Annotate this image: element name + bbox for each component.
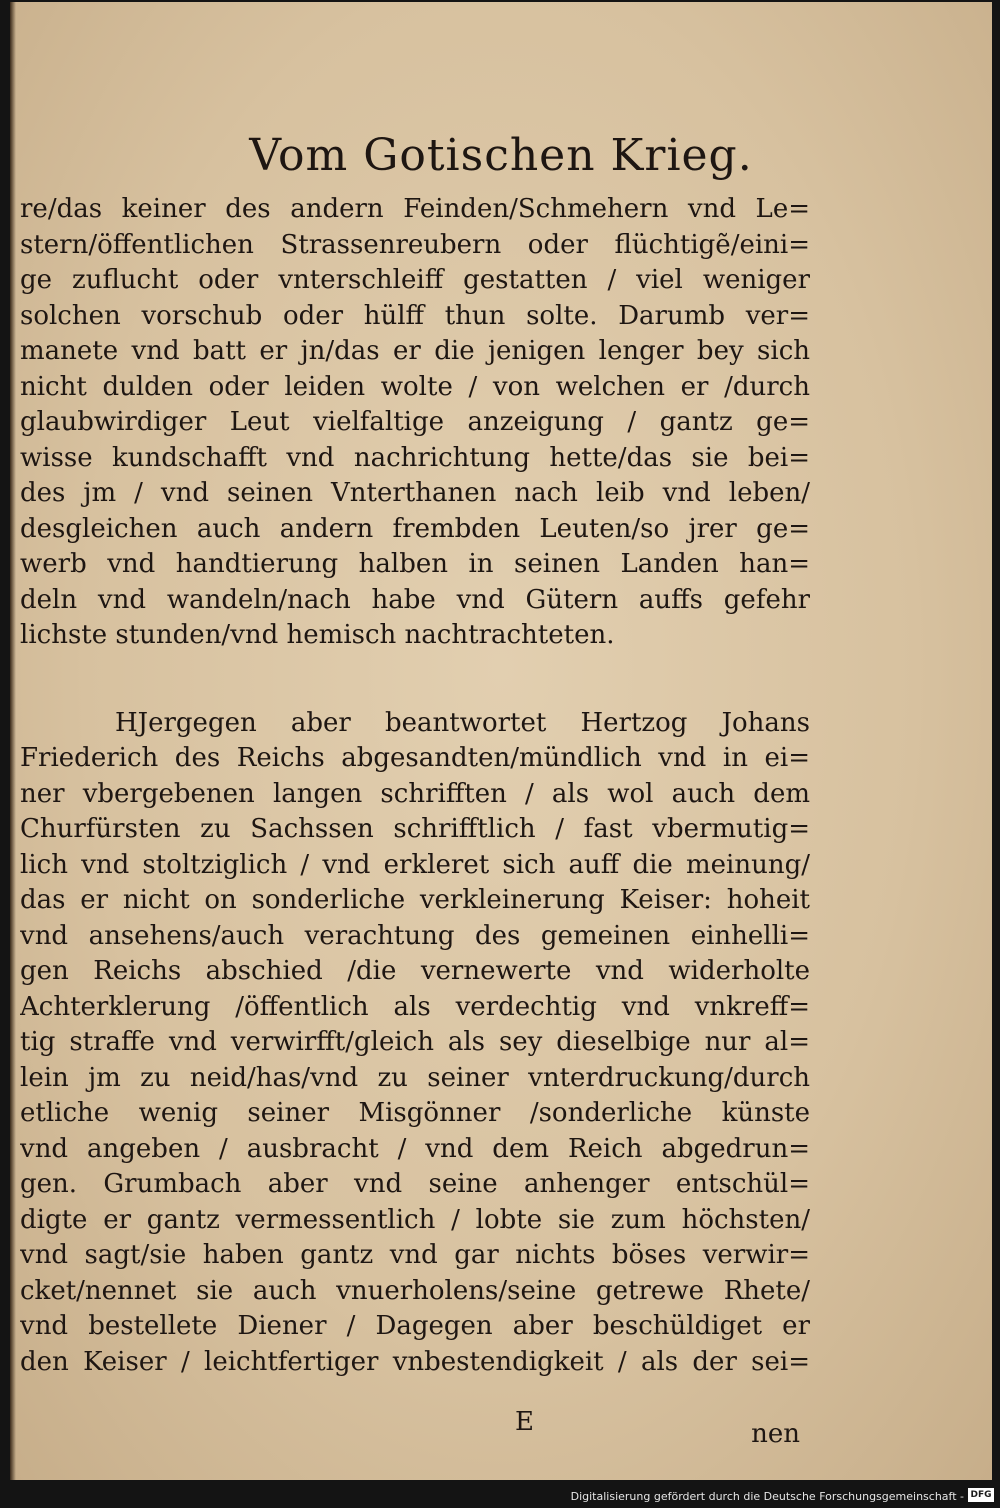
text-line: lich vnd stoltziglich / vnd erkleret sich auff die meinung/ (20, 849, 810, 880)
text-line: Achterklerung /öffentlich als verdechtig vnd vnkreff= (20, 991, 810, 1022)
text-line: ner vbergebenen langen schrifften / als wol auch dem (20, 778, 810, 809)
text-line: lein jm zu neid/has/vnd zu seiner vnterdruckung/durch (20, 1062, 810, 1093)
text-line: gen Reichs abschied /die vernewerte vnd widerholte (20, 956, 810, 986)
catchword: nen (751, 1419, 800, 1449)
text-line: des jm / vnd seinen Vnterthanen nach leib vnd leben/ (20, 478, 810, 508)
page-gutter-shadow (10, 2, 16, 1480)
signature-mark: E (515, 1407, 534, 1437)
text-line: re/das keiner des andern Feinden/Schmehern vnd Le= (20, 194, 810, 224)
text-line: vnd sagt/sie haben gantz vnd gar nichts böses verwir= (20, 1240, 810, 1270)
text-line: nicht dulden oder leiden wolte / von welchen er /durch (20, 371, 810, 402)
running-head: Vom Gotischen Krieg. (249, 130, 753, 181)
text-line: stern/öffentlichen Strassenreubern oder flüchtigẽ/eini= (20, 229, 810, 260)
text-line: cket/nennet sie auch vnuerholens/seine getrewe Rhete/ (20, 1275, 810, 1306)
text-line: das er nicht on sonderliche verkleinerung Keiser: hoheit (20, 885, 810, 915)
funding-credit: Digitalisierung gefördert durch die Deutsche Forschungsgemeinschaft - (570, 1490, 964, 1503)
body-text (20, 192, 810, 1380)
text-line: manete vnd batt er jn/das er die jenigen lenger bey sich (20, 336, 810, 366)
text-line: deln vnd wandeln/nach habe vnd Gütern auffs gefehr (20, 584, 810, 615)
text-line: digte er gantz vermessentlich / lobte sie zum höchsten/ (20, 1204, 810, 1235)
text-line: solchen vorschub oder hülff thun solte. Darumb ver= (20, 300, 810, 331)
text-line: wisse kundschafft vnd nachrichtung hette/das sie bei= (20, 442, 810, 473)
dfg-logo-icon: DFG (968, 1488, 994, 1502)
text-line: vnd angeben / ausbracht / vnd dem Reich abgedrun= (20, 1133, 810, 1164)
book-page (10, 2, 992, 1480)
page-foot (20, 1407, 810, 1449)
digitization-footer (0, 1480, 1000, 1508)
text-line: lichste stunden/vnd hemisch nachtrachteten. (20, 620, 615, 650)
text-line: glaubwirdiger Leut vielfaltige anzeigung / gantz ge= (20, 407, 810, 437)
text-line: vnd bestellete Diener / Dagegen aber beschüldiget er (20, 1311, 810, 1341)
paragraph-gap (20, 654, 810, 706)
paragraph-2 (20, 706, 810, 1381)
text-line: Churfürsten zu Sachssen schrifftlich / fast vbermutig= (20, 814, 810, 844)
text-line: etliche wenig seiner Misgönner /sonderliche künste (20, 1098, 810, 1128)
text-line: den Keiser / leichtfertiger vnbestendigkeit / als der sei= (20, 1346, 810, 1377)
text-line: ge zuflucht oder vnterschleiff gestatten / viel weniger (20, 265, 810, 295)
text-line: desgleichen auch andern frembden Leuten/so jrer ge= (20, 513, 810, 544)
text-line: tig straffe vnd verwirfft/gleich als sey dieselbige nur al= (20, 1027, 810, 1057)
text-line: werb vnd handtierung halben in seinen Landen han= (20, 549, 810, 579)
paragraph-1 (20, 192, 810, 654)
text-line: Friederich des Reichs abgesandten/mündlich vnd in ei= (20, 743, 810, 773)
text-line: vnd ansehens/auch verachtung des gemeinen einhelli= (20, 920, 810, 951)
text-line: HJergegen aber beantwortet Hertzog Johans (115, 707, 810, 738)
text-line: gen. Grumbach aber vnd seine anhenger entschül= (20, 1169, 810, 1199)
